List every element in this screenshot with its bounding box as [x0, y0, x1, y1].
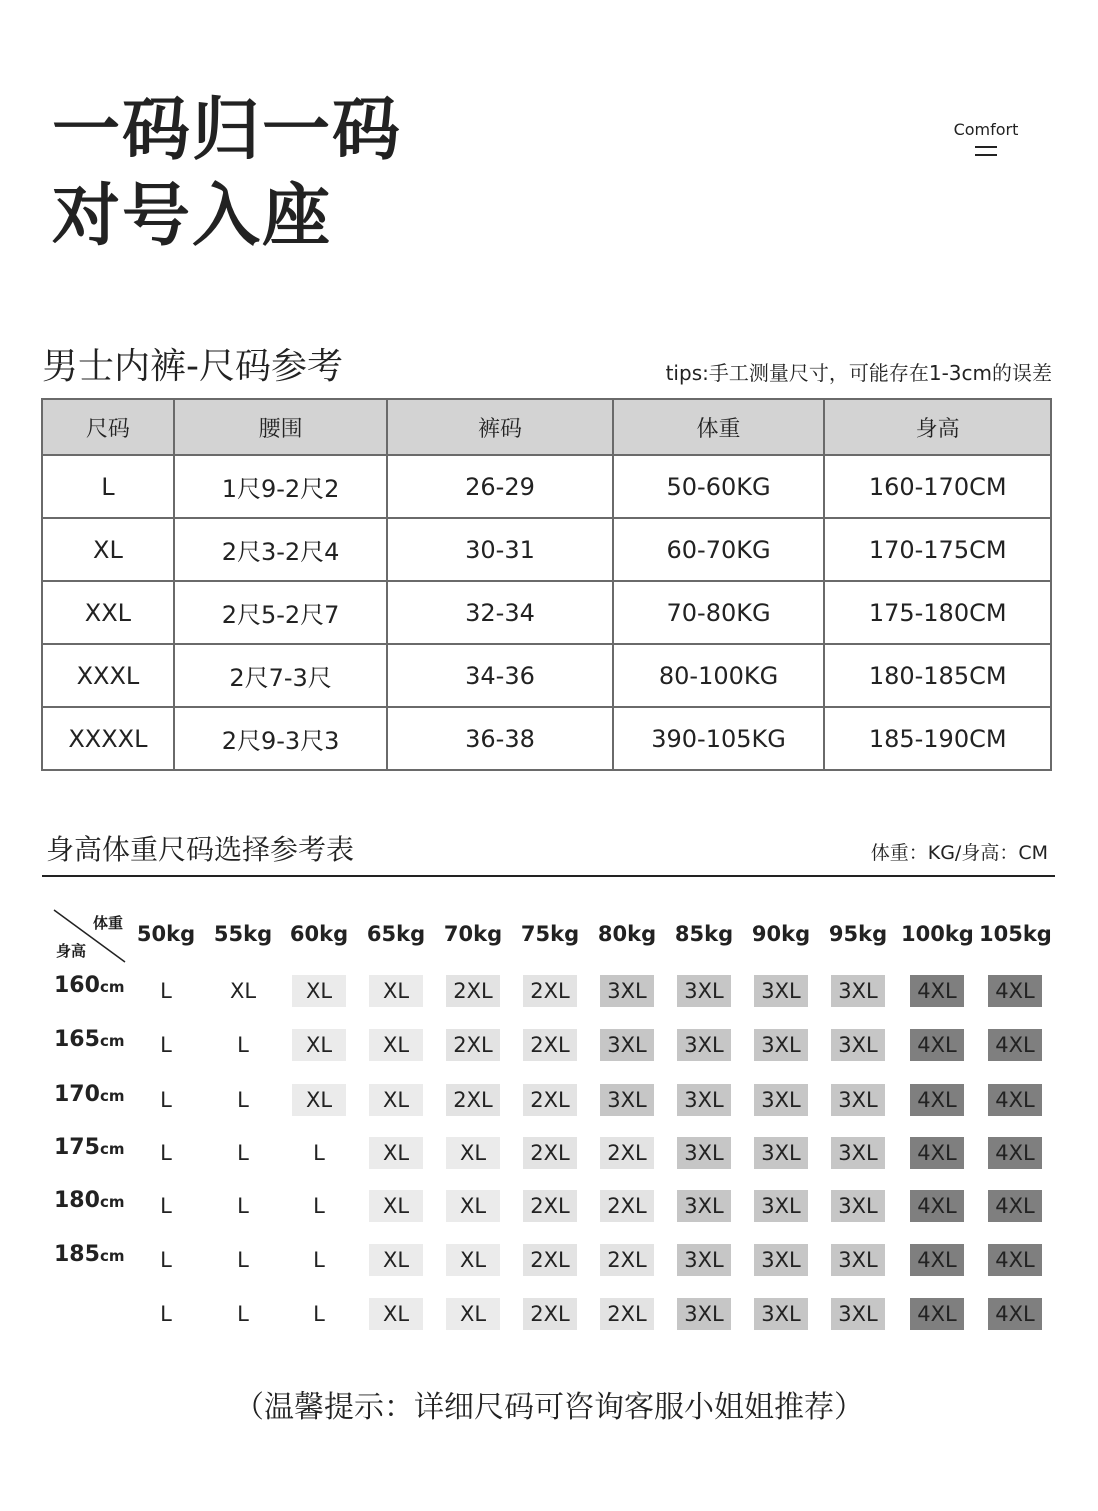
size-cell: L — [313, 1248, 325, 1272]
size-cell: XL — [369, 1190, 423, 1222]
size-cell: 2XL — [523, 975, 577, 1007]
cell-pant-size: 36-38 — [387, 707, 612, 770]
size-cell: XL — [446, 1190, 500, 1222]
cell-pant-size: 30-31 — [387, 518, 612, 581]
header-weight: 体重 — [613, 399, 825, 455]
cell-size: XXXXL — [42, 707, 174, 770]
size-cell: 2XL — [600, 1137, 654, 1169]
cell-pant-size: 34-36 — [387, 644, 612, 707]
size-cell: 3XL — [677, 975, 731, 1007]
size-cell: 3XL — [831, 1084, 885, 1116]
size-cell: 4XL — [910, 1084, 964, 1116]
size-cell: 3XL — [754, 1137, 808, 1169]
size-cell: 3XL — [677, 1084, 731, 1116]
size-cell: XL — [292, 1029, 346, 1061]
size-cell: XL — [292, 1084, 346, 1116]
size-cell: 2XL — [446, 1029, 500, 1061]
height-value: 185 — [54, 1242, 100, 1267]
height-row-header — [54, 1242, 124, 1267]
size-reference-table — [41, 398, 1052, 771]
hero-line-2: 对号入座 — [52, 177, 333, 256]
cell-height: 180-185CM — [824, 644, 1051, 707]
size-cell: L — [160, 1302, 172, 1326]
weight-column-header: 100kg — [901, 922, 974, 946]
size-cell: 2XL — [446, 975, 500, 1007]
size-cell: 4XL — [988, 1029, 1042, 1061]
grid-title: 身高体重尺码选择参考表 — [46, 833, 355, 866]
size-cell: 3XL — [831, 1298, 885, 1330]
size-cell: 2XL — [523, 1137, 577, 1169]
size-cell: 3XL — [600, 1029, 654, 1061]
cell-waist: 2尺9-3尺3 — [174, 707, 387, 770]
height-value: 165 — [54, 1027, 100, 1052]
weight-column-header: 55kg — [213, 922, 273, 946]
size-cell: 3XL — [600, 1084, 654, 1116]
size-cell: L — [237, 1302, 249, 1326]
size-cell: L — [237, 1194, 249, 1218]
size-cell: L — [160, 1194, 172, 1218]
grid-divider — [42, 875, 1055, 877]
size-cell: 3XL — [831, 1137, 885, 1169]
cell-height: 175-180CM — [824, 581, 1051, 644]
cell-height: 160-170CM — [824, 455, 1051, 518]
size-cell: XL — [369, 1298, 423, 1330]
size-cell: 4XL — [988, 1190, 1042, 1222]
size-cell: 4XL — [910, 1137, 964, 1169]
weight-column-header: 70kg — [443, 922, 503, 946]
height-unit: cm — [99, 1032, 125, 1050]
size-cell: 2XL — [523, 1298, 577, 1330]
hero-line-1: 一码归一码 — [52, 91, 403, 170]
height-unit: cm — [99, 978, 125, 996]
size-cell: 2XL — [446, 1084, 500, 1116]
size-cell: 4XL — [988, 975, 1042, 1007]
size-cell: 3XL — [677, 1244, 731, 1276]
weight-column-header: 80kg — [597, 922, 657, 946]
size-cell: XL — [446, 1298, 500, 1330]
table-row — [42, 455, 1051, 518]
size-cell: L — [237, 1033, 249, 1057]
height-unit: cm — [99, 1193, 125, 1211]
height-unit: cm — [99, 1247, 125, 1265]
size-cell: L — [313, 1302, 325, 1326]
cell-waist: 1尺9-2尺2 — [174, 455, 387, 518]
table-row — [42, 518, 1051, 581]
cell-weight: 50-60KG — [613, 455, 825, 518]
size-cell: 2XL — [523, 1084, 577, 1116]
size-cell: 4XL — [910, 975, 964, 1007]
cell-weight: 70-80KG — [613, 581, 825, 644]
size-table-header-row — [42, 399, 1051, 455]
cell-size: XL — [42, 518, 174, 581]
header-size: 尺码 — [42, 399, 174, 455]
size-cell: 3XL — [754, 975, 808, 1007]
size-cell: XL — [369, 1137, 423, 1169]
size-cell: 4XL — [988, 1084, 1042, 1116]
header-height: 身高 — [824, 399, 1051, 455]
size-table-tip: tips:手工测量尺寸，可能存在1-3cm的误差 — [665, 361, 1052, 385]
table-row — [42, 581, 1051, 644]
weight-column-header: 85kg — [674, 922, 734, 946]
size-cell: 2XL — [600, 1298, 654, 1330]
header-pant-size: 裤码 — [387, 399, 612, 455]
footer-tip: （温馨提示：详细尺码可咨询客服小姐姐推荐） — [234, 1390, 864, 1425]
weight-column-header: 95kg — [828, 922, 888, 946]
size-table-title: 男士内裤-尺码参考 — [42, 346, 343, 387]
height-value: 180 — [54, 1188, 100, 1213]
cell-waist: 2尺3-2尺4 — [174, 518, 387, 581]
cell-weight: 80-100KG — [613, 644, 825, 707]
brand-mark-icon — [975, 146, 997, 156]
weight-column-header: 75kg — [520, 922, 580, 946]
size-cell: 4XL — [910, 1244, 964, 1276]
size-cell: XL — [369, 1084, 423, 1116]
size-cell: 3XL — [754, 1298, 808, 1330]
cell-size: L — [42, 455, 174, 518]
weight-column-header: 90kg — [751, 922, 811, 946]
size-cell: L — [313, 1194, 325, 1218]
size-cell: XL — [369, 975, 423, 1007]
size-cell: L — [237, 1141, 249, 1165]
size-cell: 3XL — [754, 1244, 808, 1276]
size-cell: 3XL — [677, 1298, 731, 1330]
brand-logo — [946, 120, 1026, 162]
size-cell: 3XL — [831, 1029, 885, 1061]
size-cell: 3XL — [677, 1029, 731, 1061]
corner-weight-label: 体重 — [92, 914, 123, 932]
size-cell: XL — [446, 1244, 500, 1276]
size-cell: L — [160, 1141, 172, 1165]
table-row — [42, 644, 1051, 707]
cell-size: XXXL — [42, 644, 174, 707]
size-cell: 4XL — [988, 1298, 1042, 1330]
cell-waist: 2尺5-2尺7 — [174, 581, 387, 644]
size-cell: L — [313, 1141, 325, 1165]
cell-pant-size: 26-29 — [387, 455, 612, 518]
size-cell: XL — [292, 975, 346, 1007]
weight-column-header: 65kg — [366, 922, 426, 946]
size-cell: 3XL — [754, 1190, 808, 1222]
size-cell: 2XL — [523, 1029, 577, 1061]
height-row-header — [54, 1135, 124, 1160]
hero-title — [52, 88, 402, 260]
grid-corner-header — [52, 908, 127, 964]
size-cell: 2XL — [523, 1244, 577, 1276]
size-cell: 3XL — [600, 975, 654, 1007]
height-row-header — [54, 1188, 124, 1213]
cell-pant-size: 32-34 — [387, 581, 612, 644]
size-cell: 3XL — [754, 1084, 808, 1116]
size-cell: XL — [369, 1244, 423, 1276]
header-waist: 腰围 — [174, 399, 387, 455]
height-row-header — [54, 973, 124, 998]
size-cell: 4XL — [988, 1244, 1042, 1276]
height-unit: cm — [99, 1140, 125, 1158]
size-cell: 4XL — [910, 1190, 964, 1222]
size-cell: L — [237, 1248, 249, 1272]
size-cell: 3XL — [677, 1190, 731, 1222]
weight-column-header: 105kg — [979, 922, 1052, 946]
corner-height-label: 身高 — [56, 942, 87, 960]
size-cell: 4XL — [910, 1029, 964, 1061]
size-cell: 2XL — [523, 1190, 577, 1222]
size-cell: 4XL — [910, 1298, 964, 1330]
height-row-header — [54, 1082, 124, 1107]
size-cell: XL — [229, 979, 257, 1003]
brand-word: Comfort — [953, 120, 1019, 139]
size-cell: XL — [446, 1137, 500, 1169]
size-cell: 3XL — [831, 1190, 885, 1222]
size-cell: L — [160, 979, 172, 1003]
weight-column-header: 50kg — [136, 922, 196, 946]
size-cell: 3XL — [677, 1137, 731, 1169]
size-cell: 2XL — [600, 1244, 654, 1276]
height-unit: cm — [99, 1087, 125, 1105]
cell-height: 185-190CM — [824, 707, 1051, 770]
size-cell: L — [160, 1033, 172, 1057]
size-cell: L — [160, 1088, 172, 1112]
cell-height: 170-175CM — [824, 518, 1051, 581]
height-row-header — [54, 1027, 124, 1052]
height-value: 170 — [54, 1082, 100, 1107]
cell-weight: 60-70KG — [613, 518, 825, 581]
table-row — [42, 707, 1051, 770]
cell-waist: 2尺7-3尺 — [174, 644, 387, 707]
size-cell: 4XL — [988, 1137, 1042, 1169]
size-cell: L — [237, 1088, 249, 1112]
size-cell: 3XL — [754, 1029, 808, 1061]
grid-units: 体重：KG/身高：CM — [870, 842, 1048, 864]
size-cell: XL — [369, 1029, 423, 1061]
size-cell: 3XL — [831, 1244, 885, 1276]
size-cell: 3XL — [831, 975, 885, 1007]
height-value: 175 — [54, 1135, 100, 1160]
weight-column-header: 60kg — [289, 922, 349, 946]
cell-size: XXL — [42, 581, 174, 644]
size-cell: 2XL — [600, 1190, 654, 1222]
cell-weight: 390-105KG — [613, 707, 825, 770]
height-value: 160 — [54, 973, 100, 998]
size-cell: L — [160, 1248, 172, 1272]
